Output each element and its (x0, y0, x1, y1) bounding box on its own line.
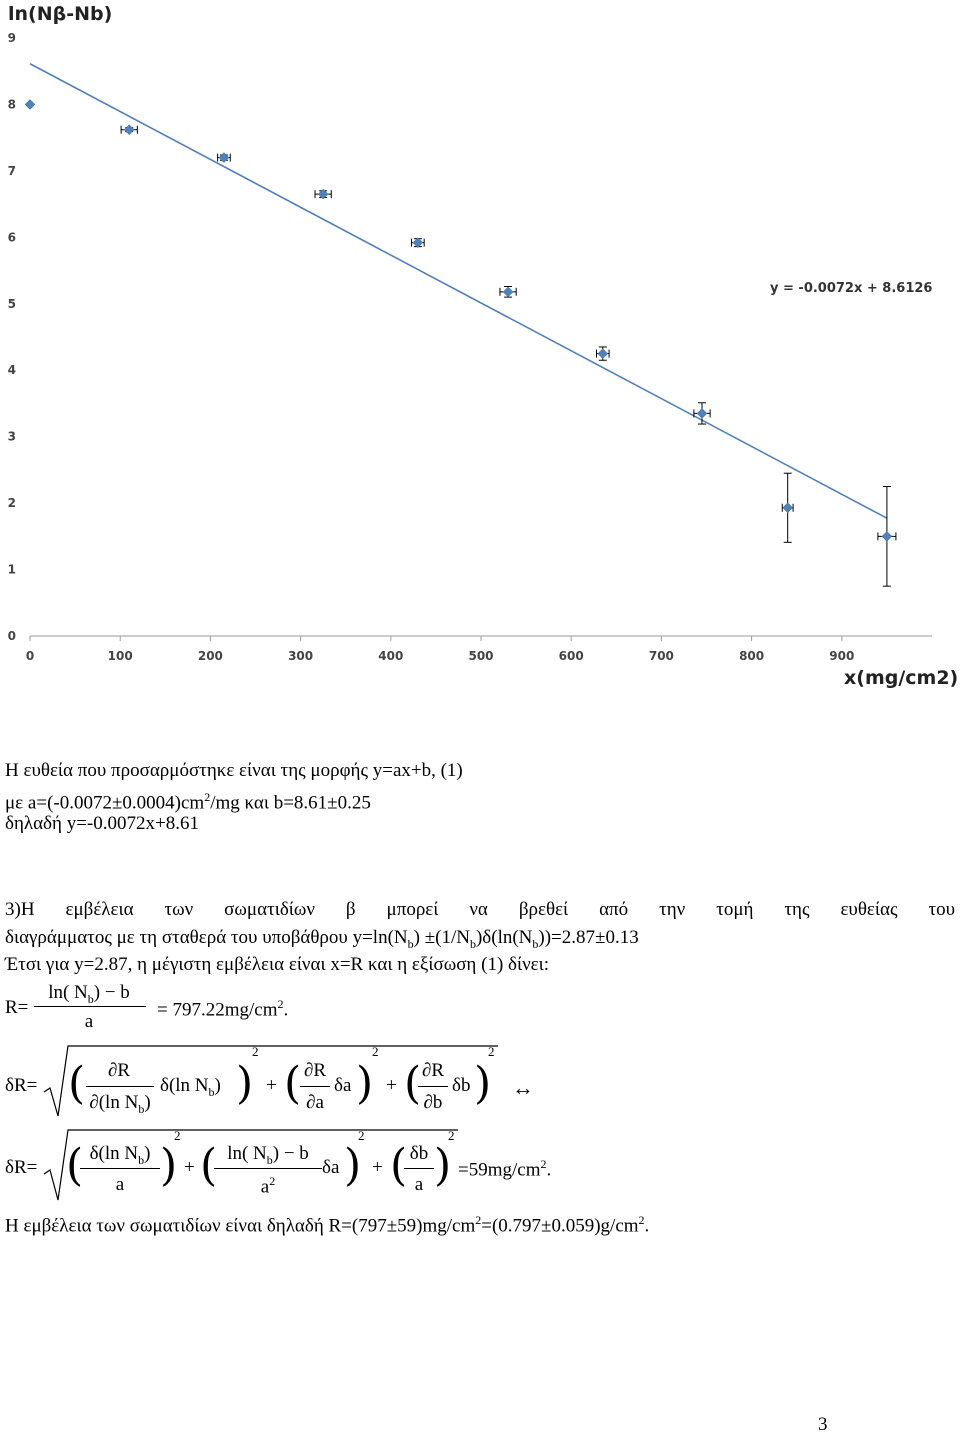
fraction-bar (300, 1086, 330, 1087)
y-tick-label: 6 (7, 230, 16, 245)
paragraph-line-1 (5, 897, 955, 923)
fit-line-description (5, 758, 955, 784)
data-points (25, 99, 896, 586)
text: ) − b (272, 1143, 309, 1164)
square: 2 (372, 1044, 379, 1059)
plus: + (372, 1157, 383, 1178)
text: Η εμβέλεια των σωματιδίων είναι δηλαδή R=(797±59)mg/cm (5, 1215, 476, 1237)
text: ) (214, 1075, 221, 1096)
plus: + (184, 1157, 195, 1178)
dR-result (458, 1157, 551, 1181)
square: 2 (174, 1128, 181, 1143)
sup: 2 (204, 790, 211, 804)
fraction-bar (418, 1086, 448, 1087)
text: ) − b (93, 982, 130, 1003)
R-result (157, 997, 288, 1021)
paren: ( (284, 1058, 302, 1109)
term3-numerator: δb (409, 1143, 429, 1164)
term1-denominator (80, 1092, 160, 1117)
data-point (783, 503, 793, 513)
y-tick-label: 4 (7, 363, 16, 378)
fraction-bar (404, 1168, 434, 1169)
param-b-text: /mg και b=8.61±0.25 (210, 792, 371, 814)
data-point (503, 287, 513, 297)
sub: b (407, 936, 414, 951)
term2-denominator (212, 1174, 324, 1198)
paren: ( (66, 1140, 84, 1191)
text: δ(ln N (160, 1075, 209, 1096)
data-point (25, 99, 35, 109)
paren: ) (160, 1140, 178, 1191)
term1-tail (160, 1075, 221, 1100)
y-tick-label: 8 (7, 97, 16, 112)
term2-numerator: ∂R (303, 1060, 327, 1081)
sub: b (138, 1152, 145, 1167)
text: ∂(ln N (89, 1092, 139, 1113)
sup: 2 (277, 997, 284, 1011)
term3-tail: δb (452, 1075, 471, 1096)
text: =(0.797±0.059)g/cm (481, 1215, 639, 1237)
scatter-chart (0, 0, 960, 700)
x-tick-label: 100 (107, 649, 133, 663)
y-axis-title: ln(Nβ-Nb) (8, 3, 113, 25)
trendline-group (30, 64, 887, 518)
term1-numerator: ∂R (107, 1060, 131, 1081)
plus: + (386, 1075, 397, 1096)
y-ticks (8, 31, 16, 643)
term1-denominator: a (115, 1174, 125, 1195)
sub: b (266, 1152, 273, 1167)
x-ticks (26, 636, 855, 663)
y-tick-label: 3 (7, 429, 16, 444)
x-tick-label: 500 (468, 649, 494, 663)
x-tick-label: 200 (197, 649, 223, 663)
paren: ) (474, 1058, 492, 1109)
paragraph-text: 3)Η εμβέλεια των σωματιδίων β μπορεί να βρεθεί από την τομή της ευθείας του (5, 899, 955, 920)
x-axis-title: x(mg/cm2) (844, 667, 959, 689)
term3-denominator: a (414, 1174, 424, 1195)
plus: + (266, 1075, 277, 1096)
param-a-text: με a=(-0.0072±0.0004)cm (5, 792, 205, 814)
sup: 2 (269, 1174, 276, 1188)
data-point (598, 349, 608, 359)
fraction-bar (80, 1168, 160, 1169)
dR-lhs: δR= (5, 1075, 38, 1096)
y-tick-label: 2 (7, 496, 16, 511)
paren: ) (434, 1140, 452, 1191)
term2-numerator (212, 1143, 324, 1168)
text: )δ(ln(N (475, 927, 533, 948)
y-tick-label: 7 (7, 163, 16, 178)
data-point (697, 408, 707, 418)
paren: ( (390, 1140, 408, 1191)
term3-denominator: ∂b (423, 1092, 443, 1113)
sub: b (138, 1101, 145, 1116)
page-number: 3 (818, 1414, 828, 1435)
term2-tail: δa (334, 1075, 352, 1096)
text: διαγράμματος με τη σταθερά του υποβάθρου y=ln(N (5, 927, 408, 948)
equivalence-arrow-icon: ↔ (512, 1075, 534, 1100)
R-numerator (30, 982, 148, 1007)
R-lhs: R= (5, 997, 29, 1018)
text: ))=2.87±0.13 (538, 927, 639, 948)
square: 2 (252, 1044, 259, 1059)
text: = 797.22mg/cm (157, 999, 278, 1021)
term2-denominator: ∂a (306, 1092, 324, 1113)
y-tick-label: 5 (7, 296, 16, 311)
fraction-bar (34, 1006, 146, 1007)
paren: ) (344, 1140, 362, 1191)
sub: b (469, 936, 476, 951)
term2-tail: δa (322, 1157, 340, 1178)
y-tick-label: 1 (7, 562, 16, 577)
data-point (124, 125, 134, 135)
x-tick-label: 700 (648, 649, 674, 663)
x-tick-label: 600 (558, 649, 584, 663)
R-denominator: a (84, 1011, 94, 1032)
term3-numerator: ∂R (421, 1060, 445, 1081)
sup: 2 (638, 1213, 645, 1227)
text: ln( N (48, 982, 88, 1003)
square: 2 (358, 1128, 365, 1143)
x-tick-label: 0 (25, 649, 35, 663)
text: a (260, 1176, 270, 1198)
fit-equation (5, 811, 955, 837)
sup: 2 (475, 1213, 482, 1227)
paren: ( (68, 1058, 86, 1109)
x-tick-label: 400 (378, 649, 404, 663)
text-line-1: Η ευθεία που προσαρμόστηκε είναι της μορφής y=ax+b, (1) (5, 760, 463, 781)
text: ) ±(1/N (413, 927, 470, 948)
text: ) (144, 1143, 151, 1164)
data-point (219, 153, 229, 163)
trendline (30, 64, 887, 518)
paragraph-line-3 (5, 952, 955, 978)
paren: ( (404, 1058, 422, 1109)
y-tick-label: 0 (7, 629, 16, 643)
sub: b (208, 1084, 215, 1099)
y-tick-label: 9 (7, 31, 16, 45)
text-line-3: δηλαδή y=-0.0072x+8.61 (5, 813, 199, 834)
sub: b (87, 991, 94, 1006)
fraction-bar (86, 1086, 154, 1087)
paren: ) (356, 1058, 374, 1109)
data-point (882, 531, 892, 541)
text: Έτσι για y=2.87, η μέγιστη εμβέλεια είναι x=R και η εξίσωση (1) δίνει: (5, 954, 550, 975)
text: =59mg/cm (458, 1159, 541, 1181)
x-tick-label: 900 (829, 649, 855, 663)
text: δ(ln N (89, 1143, 139, 1164)
square: 2 (488, 1044, 495, 1059)
x-tick-label: 300 (288, 649, 314, 663)
conclusion (5, 1207, 955, 1239)
x-tick-label: 800 (739, 649, 765, 663)
text: ln( N (227, 1143, 267, 1164)
term1-numerator (78, 1143, 162, 1168)
text: . (546, 1159, 552, 1181)
paren: ) (236, 1058, 254, 1109)
trendline-equation: y = -0.0072x + 8.6126 (770, 281, 933, 296)
fraction-bar (214, 1168, 322, 1169)
text: . (644, 1215, 650, 1237)
dR-lhs: δR= (5, 1157, 38, 1178)
sub: b (532, 936, 539, 951)
text: ) (144, 1092, 151, 1113)
paren: ( (200, 1140, 218, 1191)
sup: 2 (540, 1157, 547, 1171)
text: . (283, 999, 289, 1021)
square: 2 (448, 1128, 455, 1143)
